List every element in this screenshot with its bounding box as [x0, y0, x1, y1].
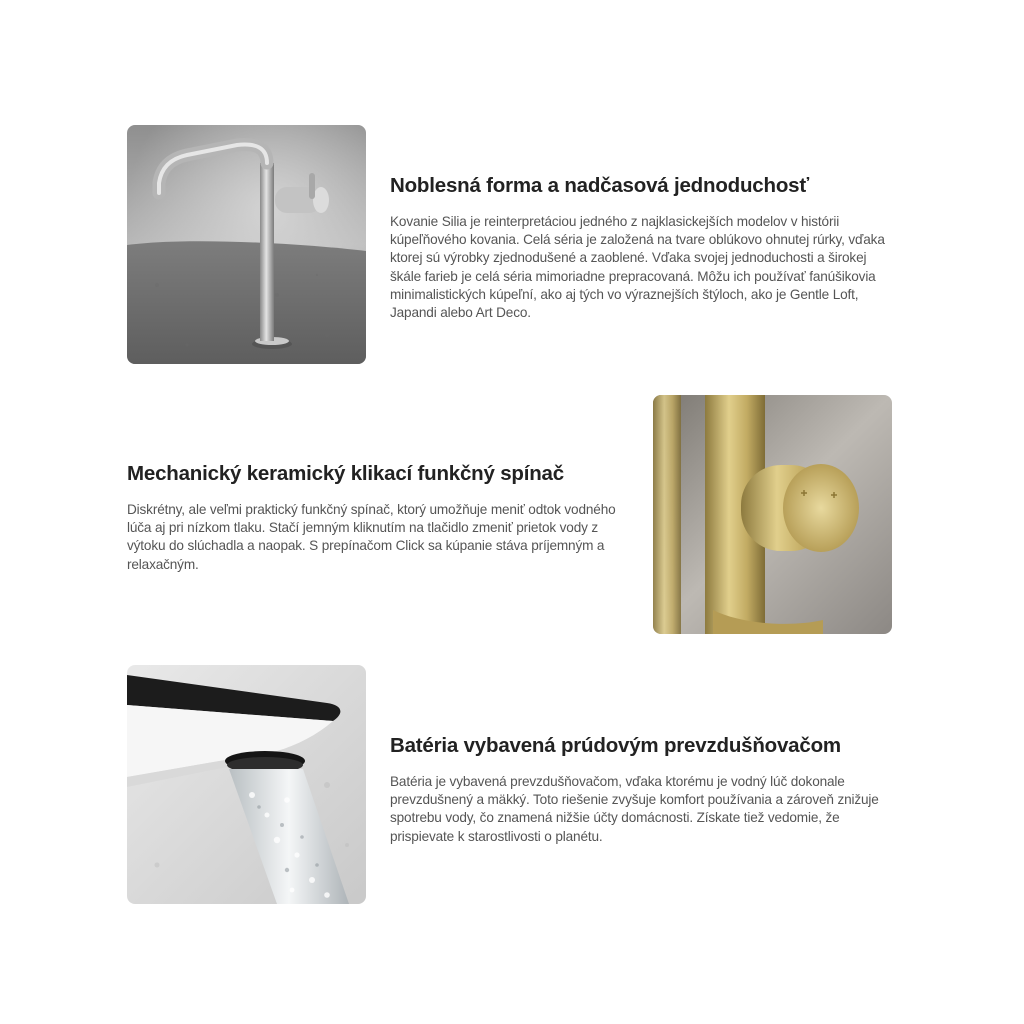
feature-switch — [127, 395, 892, 635]
feature-description: Diskrétny, ale veľmi praktický funkčný spínač, ktorý umožňuje meniť odtok vodného lúča aj pri nízkom tlaku. Stačí jemným kliknutím na tlačidlo zmeniť prietok vody z výtoku do slúchadla a naopak. S prepínačom Click sa kúpanie stáva príjemným a relaxačným. — [127, 502, 616, 572]
feature-title: Mechanický keramický klikací funkčný spínač — [127, 462, 564, 485]
feature-text-block — [127, 461, 632, 574]
feature-text-block — [390, 733, 895, 846]
feature-aerator — [127, 665, 892, 905]
feature-text-block — [390, 173, 895, 322]
feature-description: Kovanie Silia je reinterpretáciou jedného z najklasickejších modelov v histórii kúpeľňového kovania. Celá séria je založená na tvare oblúkovo ohnutej rúrky, vďaka ktorej sú výrobky zjednodušené a zaoblené. Vďaka svojej jednoduchosti a širokej škále farieb je celá séria mimoriadne prepracovaná. Môžu ich používať fanúšikovia minimalistických kúpeľní, ako aj tých vo výraznejších štýloch, ako je Gentle Loft, Japandi alebo Art Deco. — [390, 214, 885, 321]
chrome-faucet-image — [127, 125, 366, 364]
aerator-stream-image — [127, 665, 366, 904]
feature-title: Noblesná forma a nadčasová jednoduchosť — [390, 174, 809, 197]
gold-switch-image — [653, 395, 892, 634]
feature-description: Batéria je vybavená prevzdušňovačom, vďaka ktorému je vodný lúč dokonale prevzdušnený a mäkký. Toto riešenie zvyšuje komfort používania a zároveň znižuje spotrebu vody, čo znamená nižšie účty domácnosti. Získate tiež vedomie, že prispievate k starostlivosti o planétu. — [390, 774, 879, 844]
feature-forma — [127, 125, 892, 365]
feature-title: Batéria vybavená prúdovým prevzdušňovačom — [390, 734, 841, 757]
